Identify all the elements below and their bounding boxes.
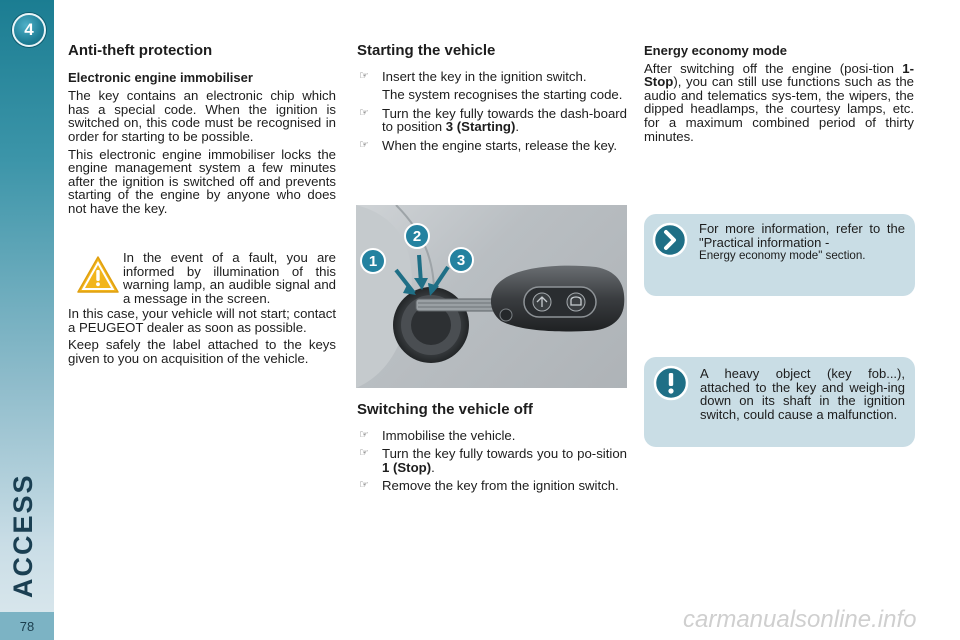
switch-off-step-1: Immobilise the vehicle. <box>382 427 516 443</box>
chapter-badge-icon <box>12 13 46 47</box>
info-box <box>644 214 915 296</box>
position-3-label: 3 <box>456 251 466 269</box>
arrow-bullet-icon: ☞ <box>359 428 369 441</box>
caution-box-text: A heavy object (key fob...), attached to the key and weigh-ing down on its shaft in the ignition switch, could cause a malfunction. <box>700 366 905 422</box>
list-item <box>357 447 627 474</box>
switch-off-step-2: Turn the key fully towards you to po-sition <box>382 446 627 462</box>
info-box-text-section: Energy economy mode" section. <box>699 249 866 262</box>
info-arrow-icon <box>652 222 688 258</box>
energy-economy-column <box>644 44 914 147</box>
switch-off-step-3: Remove the key from the ignition switch. <box>382 478 619 494</box>
warning-block <box>68 250 336 306</box>
chapter-number: 4 <box>24 20 34 39</box>
page-number: 78 <box>0 612 54 640</box>
position-2-label: 2 <box>412 227 422 245</box>
list-item <box>357 139 627 153</box>
arrow-bullet-icon: ☞ <box>359 447 369 460</box>
switching-off-title: Switching the vehicle off <box>357 401 533 418</box>
list-item <box>357 70 627 102</box>
starting-step-1-note: The system recognises the starting code. <box>382 87 623 103</box>
immobiliser-subtitle: Electronic engine immobiliser <box>68 69 253 85</box>
info-box-text <box>699 222 905 263</box>
sidebar <box>0 0 54 640</box>
energy-economy-text-end: ), you can still use functions such as the audio and telematics sys-tem, the wipers, the dipped headlamps, the courtesy lamps, etc. for a maximum combined period of thirty minutes. <box>644 74 914 144</box>
watermark: carmanualsonline.info <box>683 606 917 633</box>
energy-economy-text-start: After switching off the engine (posi-tion <box>644 60 903 76</box>
switching-off-column <box>357 403 627 498</box>
ignition-illustration <box>356 205 627 388</box>
starting-column <box>357 44 627 158</box>
section-title: ACCESS <box>8 473 38 598</box>
arrow-bullet-icon: ☞ <box>359 106 369 119</box>
switching-off-steps <box>357 429 627 493</box>
starting-position-label: 3 (Starting) <box>445 119 516 135</box>
energy-economy-paragraph <box>644 62 914 144</box>
energy-economy-title: Energy economy mode <box>644 43 788 58</box>
anti-theft-column-lower <box>68 307 336 369</box>
immobiliser-paragraph-2: This electronic engine immobiliser locks the engine management system a few minutes after the ignition is switched off and prevents starting of the engine by anyone who does not have the key. <box>68 146 336 216</box>
warning-triangle-icon <box>76 255 120 295</box>
energy-economy-position: 1-Stop <box>644 60 914 90</box>
starting-step-2: Turn the key fully towards the dash-board to position <box>382 105 627 135</box>
label-paragraph: Keep safely the label attached to the keys given to you on acquisition of the vehicle. <box>68 337 336 366</box>
starting-step-3: When the engine starts, release the key. <box>382 137 618 153</box>
caution-box <box>644 357 915 447</box>
list-item <box>357 107 627 134</box>
info-box-text-main: For more information, refer to the "Practical information - <box>699 221 905 250</box>
anti-theft-column <box>68 44 336 220</box>
starting-step-1: Insert the key in the ignition switch. <box>382 68 587 84</box>
list-item <box>357 479 627 493</box>
warning-text: In the event of a fault, you are informed by illumination of this warning lamp, an audible signal and a message in the screen. <box>123 250 336 306</box>
arrow-bullet-icon: ☞ <box>359 479 369 492</box>
immobiliser-paragraph-1: The key contains an electronic chip which has a special code. When the ignition is switched on, this code must be recognised in order for starting to be possible. <box>68 88 336 144</box>
arrow-bullet-icon: ☞ <box>359 69 369 82</box>
anti-theft-title: Anti-theft protection <box>68 42 213 59</box>
ignition-key-figure <box>356 205 627 388</box>
stop-position-label: 1 (Stop) <box>382 459 432 475</box>
position-1-label: 1 <box>368 252 378 270</box>
arrow-bullet-icon: ☞ <box>359 138 369 151</box>
exclamation-icon <box>653 365 689 401</box>
dealer-paragraph: In this case, your vehicle will not start; contact a PEUGEOT dealer as soon as possible. <box>68 306 336 335</box>
switch-off-step-2-end: . <box>431 459 435 475</box>
starting-step-2-end: . <box>515 119 520 135</box>
list-item <box>357 429 627 443</box>
starting-title: Starting the vehicle <box>357 42 496 59</box>
starting-steps <box>357 70 627 153</box>
